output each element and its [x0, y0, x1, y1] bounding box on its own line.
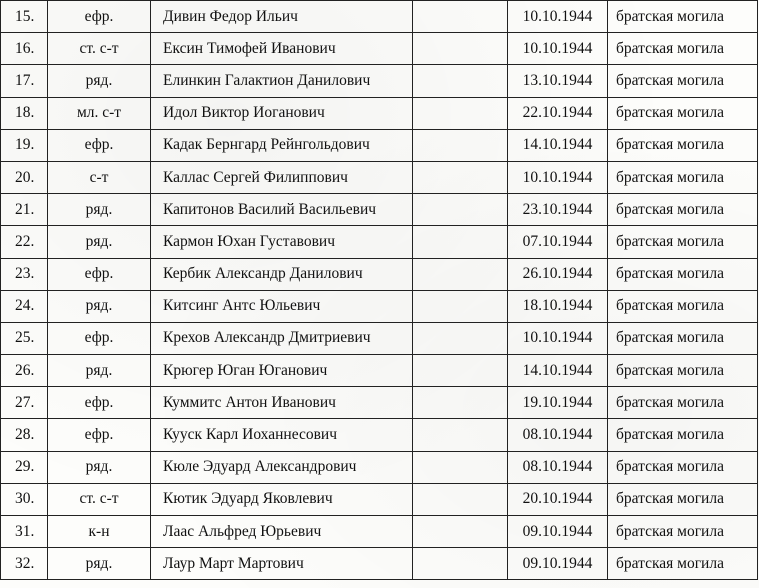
burial-place: братская могила — [608, 516, 758, 548]
burial-place: братская могила — [608, 258, 758, 290]
table-row — [1, 194, 758, 226]
date-of-death: 08.10.1944 — [508, 451, 608, 483]
date-of-death: 14.10.1944 — [508, 129, 608, 161]
table-row — [1, 419, 758, 451]
full-name: Кадак Бернгард Рейнгольдович — [151, 129, 413, 161]
empty-cell — [413, 290, 508, 322]
burial-place: братская могила — [608, 451, 758, 483]
row-number: 23. — [1, 258, 48, 290]
full-name: Елинкин Галактион Данилович — [151, 65, 413, 97]
full-name: Идол Виктор Иоганович — [151, 97, 413, 129]
empty-cell — [413, 161, 508, 193]
military-rank: ряд. — [48, 226, 151, 258]
date-of-death: 14.10.1944 — [508, 355, 608, 387]
burial-place: братская могила — [608, 65, 758, 97]
military-rank: с-т — [48, 161, 151, 193]
date-of-death: 10.10.1944 — [508, 33, 608, 65]
military-rank: ряд. — [48, 451, 151, 483]
burial-place: братская могила — [608, 483, 758, 515]
full-name: Кууск Карл Иоханнесович — [151, 419, 413, 451]
full-name: Крюгер Юган Юганович — [151, 355, 413, 387]
burial-place: братская могила — [608, 322, 758, 354]
empty-cell — [413, 451, 508, 483]
full-name: Кармон Юхан Густавович — [151, 226, 413, 258]
military-rank: к-н — [48, 516, 151, 548]
row-number: 32. — [1, 548, 48, 580]
full-name: Ексин Тимофей Иванович — [151, 33, 413, 65]
military-rank: ст. с-т — [48, 33, 151, 65]
row-number: 18. — [1, 97, 48, 129]
date-of-death: 26.10.1944 — [508, 258, 608, 290]
table-row — [1, 387, 758, 419]
burial-place: братская могила — [608, 33, 758, 65]
date-of-death: 19.10.1944 — [508, 387, 608, 419]
table-row — [1, 483, 758, 515]
military-rank: мл. с-т — [48, 97, 151, 129]
row-number: 26. — [1, 355, 48, 387]
empty-cell — [413, 258, 508, 290]
empty-cell — [413, 516, 508, 548]
full-name: Капитонов Василий Васильевич — [151, 194, 413, 226]
empty-cell — [413, 65, 508, 97]
military-rank: ефр. — [48, 322, 151, 354]
row-number: 20. — [1, 161, 48, 193]
full-name: Крехов Александр Дмитриевич — [151, 322, 413, 354]
row-number: 28. — [1, 419, 48, 451]
military-rank: ефр. — [48, 387, 151, 419]
empty-cell — [413, 355, 508, 387]
table-row — [1, 33, 758, 65]
burial-place: братская могила — [608, 194, 758, 226]
military-rank: ряд. — [48, 65, 151, 97]
military-rank: ряд. — [48, 194, 151, 226]
military-rank: ефр. — [48, 129, 151, 161]
table-row — [1, 1, 758, 33]
row-number: 27. — [1, 387, 48, 419]
date-of-death: 09.10.1944 — [508, 548, 608, 580]
burial-place: братская могила — [608, 387, 758, 419]
date-of-death: 07.10.1944 — [508, 226, 608, 258]
full-name: Китсинг Антс Юльевич — [151, 290, 413, 322]
row-number: 21. — [1, 194, 48, 226]
row-number: 17. — [1, 65, 48, 97]
burial-place: братская могила — [608, 419, 758, 451]
military-rank: ефр. — [48, 258, 151, 290]
empty-cell — [413, 322, 508, 354]
row-number: 19. — [1, 129, 48, 161]
military-rank: ряд. — [48, 548, 151, 580]
empty-cell — [413, 97, 508, 129]
row-number: 31. — [1, 516, 48, 548]
date-of-death: 10.10.1944 — [508, 1, 608, 33]
empty-cell — [413, 387, 508, 419]
table-row — [1, 258, 758, 290]
full-name: Куммитс Антон Иванович — [151, 387, 413, 419]
burial-place: братская могила — [608, 355, 758, 387]
empty-cell — [413, 129, 508, 161]
table-row — [1, 355, 758, 387]
roster-body — [1, 1, 758, 580]
table-row — [1, 129, 758, 161]
empty-cell — [413, 33, 508, 65]
military-rank: ефр. — [48, 419, 151, 451]
date-of-death: 23.10.1944 — [508, 194, 608, 226]
burial-place: братская могила — [608, 97, 758, 129]
row-number: 25. — [1, 322, 48, 354]
military-rank: ряд. — [48, 355, 151, 387]
table-row — [1, 451, 758, 483]
full-name: Кюле Эдуард Александрович — [151, 451, 413, 483]
date-of-death: 22.10.1944 — [508, 97, 608, 129]
date-of-death: 18.10.1944 — [508, 290, 608, 322]
full-name: Каллас Сергей Филиппович — [151, 161, 413, 193]
row-number: 30. — [1, 483, 48, 515]
table-row — [1, 548, 758, 580]
full-name: Дивин Федор Ильич — [151, 1, 413, 33]
table-row — [1, 65, 758, 97]
burial-place: братская могила — [608, 1, 758, 33]
burial-place: братская могила — [608, 290, 758, 322]
row-number: 29. — [1, 451, 48, 483]
table-row — [1, 161, 758, 193]
military-rank: ряд. — [48, 290, 151, 322]
burial-place: братская могила — [608, 161, 758, 193]
empty-cell — [413, 1, 508, 33]
military-rank: ефр. — [48, 1, 151, 33]
empty-cell — [413, 419, 508, 451]
row-number: 22. — [1, 226, 48, 258]
date-of-death: 09.10.1944 — [508, 516, 608, 548]
full-name: Лаас Альфред Юрьевич — [151, 516, 413, 548]
row-number: 16. — [1, 33, 48, 65]
date-of-death: 08.10.1944 — [508, 419, 608, 451]
empty-cell — [413, 226, 508, 258]
row-number: 24. — [1, 290, 48, 322]
table-row — [1, 290, 758, 322]
full-name: Кербик Александр Данилович — [151, 258, 413, 290]
row-number: 15. — [1, 1, 48, 33]
military-rank: ст. с-т — [48, 483, 151, 515]
empty-cell — [413, 194, 508, 226]
table-row — [1, 516, 758, 548]
full-name: Лаур Март Мартович — [151, 548, 413, 580]
empty-cell — [413, 483, 508, 515]
full-name: Кютик Эдуард Яковлевич — [151, 483, 413, 515]
table-row — [1, 226, 758, 258]
burial-place: братская могила — [608, 226, 758, 258]
table-row — [1, 97, 758, 129]
burial-place: братская могила — [608, 129, 758, 161]
date-of-death: 10.10.1944 — [508, 161, 608, 193]
date-of-death: 20.10.1944 — [508, 483, 608, 515]
burial-place: братская могила — [608, 548, 758, 580]
table-row — [1, 322, 758, 354]
date-of-death: 10.10.1944 — [508, 322, 608, 354]
empty-cell — [413, 548, 508, 580]
date-of-death: 13.10.1944 — [508, 65, 608, 97]
